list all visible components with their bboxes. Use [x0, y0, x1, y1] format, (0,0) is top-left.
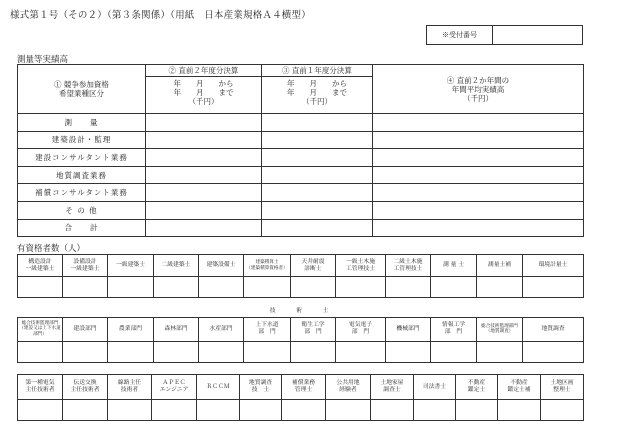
qualification-header	[523, 317, 584, 341]
qualification-label: 鑑定士補	[507, 387, 531, 393]
qualification-label: 主任技術者	[70, 387, 100, 393]
qualification-label: 機械部門	[396, 325, 420, 332]
qualification-header	[63, 375, 108, 400]
count-cell[interactable]	[199, 277, 244, 298]
count-cell[interactable]	[199, 341, 244, 362]
qualification-label: 整理士	[553, 387, 571, 393]
count-cell[interactable]	[414, 400, 456, 421]
qualification-header	[477, 317, 523, 341]
receipt-number-field[interactable]	[492, 26, 582, 44]
qualification-label: （建築積算資格者）	[246, 265, 288, 271]
table-row	[18, 166, 584, 184]
row-label: 建築設計・監理	[18, 131, 146, 149]
qualification-label: 調査士	[383, 387, 401, 393]
qualification-label: 経験者	[339, 387, 357, 393]
qualification-label: 一級土木施	[346, 258, 375, 265]
qualification-header	[240, 375, 282, 400]
qualification-header	[336, 255, 386, 277]
qualification-header	[282, 375, 326, 400]
count-cell[interactable]	[197, 400, 240, 421]
qualification-label: 線路主任	[117, 380, 142, 387]
count-cell[interactable]	[154, 341, 199, 362]
qualification-label: 天井耐震	[301, 258, 325, 265]
value-cell[interactable]	[146, 114, 262, 132]
qualification-label: 補償業務	[291, 380, 316, 387]
row-label: 建設コンサルタント業務	[18, 149, 146, 167]
qualification-header	[386, 255, 431, 277]
qualification-label: ＡＰＥＣ	[162, 380, 186, 387]
value-cell[interactable]	[373, 184, 584, 202]
count-cell[interactable]	[240, 400, 282, 421]
col-header-average: ④ 直前２か年間の 年間平均実績高 （千円）	[373, 65, 584, 114]
qualification-label: 総合技術監理部門	[21, 320, 59, 326]
qualification-header	[197, 375, 240, 400]
qualification-label: 一級建築士	[70, 265, 100, 272]
value-cell[interactable]	[146, 184, 262, 202]
qualification-label: 一級建築士	[116, 262, 145, 269]
table-row	[18, 149, 584, 167]
qualification-label: 管理士	[294, 387, 313, 393]
qualification-label: 水産部門	[209, 325, 233, 332]
qualification-label: 二級土木施	[393, 258, 423, 265]
count-cell[interactable]	[108, 400, 152, 421]
qualification-header	[154, 255, 199, 277]
count-cell[interactable]	[336, 277, 386, 298]
qualification-label: 地質調査	[541, 325, 565, 332]
value-cell[interactable]	[146, 166, 262, 184]
qualification-header	[108, 375, 152, 400]
qualification-label: （地質調査）	[485, 329, 514, 334]
row-label: 合 計	[18, 219, 146, 237]
qualification-header	[63, 255, 108, 277]
qualification-header	[541, 375, 584, 400]
row-label: 補償コンサルタント業務	[18, 184, 146, 202]
qualification-label: 司法書士	[422, 383, 447, 390]
qualification-label: 二級建築士	[161, 262, 191, 269]
value-cell[interactable]	[373, 166, 584, 184]
qualification-header	[63, 317, 108, 341]
qualification-label: 上下水道	[255, 322, 279, 329]
qualification-label: 技 士	[251, 387, 270, 393]
section-title-qualified: 有資格者数（人）	[17, 244, 86, 254]
table-row	[18, 131, 584, 149]
count-cell[interactable]	[108, 341, 154, 362]
qualification-header	[108, 255, 154, 277]
qualification-label: 情報工学	[441, 322, 466, 329]
row-label: 測 量	[18, 114, 146, 132]
row-label: 地質調査業務	[18, 166, 146, 184]
qualification-label: 森林部門	[164, 325, 188, 332]
qualified-table-architecture	[17, 254, 584, 298]
qualification-header	[154, 317, 199, 341]
qualification-label: 建築積算士	[255, 260, 279, 265]
col-header-1year: ③ 直前１年度分決算 年 月 から 年 月 まで （千円）	[262, 65, 373, 114]
section-title-results: 測量等実績高	[17, 55, 69, 65]
qualified-table-engineers	[17, 307, 584, 363]
table-row	[18, 219, 584, 237]
qualification-label: 第一種電気	[25, 380, 55, 387]
qualification-header	[498, 375, 541, 400]
qualification-label: 環境計量士	[538, 262, 568, 269]
col-header-category: ① 競争参加資格 希望業種区分	[18, 65, 146, 114]
count-cell[interactable]	[456, 400, 498, 421]
qualification-label: 測量士補	[487, 262, 512, 269]
count-cell[interactable]	[18, 341, 63, 362]
qualification-label: 一級建築士	[25, 265, 55, 272]
table-row	[18, 184, 584, 202]
value-cell[interactable]	[262, 201, 373, 219]
qualification-label: 土地区画	[550, 380, 574, 387]
count-cell[interactable]	[386, 277, 431, 298]
count-cell[interactable]	[244, 277, 291, 298]
value-cell[interactable]	[146, 219, 262, 237]
count-cell[interactable]	[477, 341, 523, 362]
count-cell[interactable]	[498, 400, 541, 421]
qualification-label: 農業部門	[118, 325, 143, 332]
qualification-header	[18, 375, 63, 400]
qualification-label: 部 門	[444, 329, 463, 335]
count-cell[interactable]	[291, 277, 336, 298]
qualification-header	[431, 317, 477, 341]
receipt-number-label: ※受付番号	[427, 26, 493, 44]
qualification-label: 構造設計	[28, 258, 52, 265]
qualification-header	[371, 375, 414, 400]
qualification-label: 部 門	[304, 329, 322, 335]
col-header-2years: ② 直前２年度分決算 年 月 から 年 月 まで （千円）	[146, 65, 262, 114]
qualification-label: 伝送交換	[73, 380, 97, 387]
count-cell[interactable]	[154, 277, 199, 298]
qualification-label: 設備設計	[73, 258, 97, 265]
qualification-header	[244, 255, 291, 277]
qualification-label: 主任技術者	[25, 387, 55, 393]
table-row	[18, 201, 584, 219]
qualification-label: ＲＣＣＭ	[206, 383, 230, 390]
count-cell[interactable]	[431, 277, 477, 298]
qualification-label: 部 門	[258, 329, 276, 335]
row-label: そ の 他	[18, 201, 146, 219]
value-cell[interactable]	[373, 131, 584, 149]
qualification-header	[108, 317, 154, 341]
count-cell[interactable]	[244, 341, 291, 362]
qualification-header	[18, 317, 63, 341]
count-cell[interactable]	[108, 277, 154, 298]
value-cell[interactable]	[262, 219, 373, 237]
count-cell[interactable]	[152, 400, 197, 421]
qualification-header	[456, 375, 498, 400]
qualification-label: 診断士	[304, 265, 322, 272]
value-cell[interactable]	[373, 201, 584, 219]
count-cell[interactable]	[63, 277, 108, 298]
qualification-label: 総合技術監理部門	[481, 323, 518, 329]
count-cell[interactable]	[18, 277, 63, 298]
form-header: 様式第１号（その２）（第３条関係）（用紙 日本産業規格Ａ４横型）	[10, 10, 311, 21]
qualification-header	[523, 255, 584, 277]
qualification-label: 不動産	[510, 380, 528, 387]
qualification-label: 地質調査	[248, 380, 273, 387]
value-cell[interactable]	[262, 131, 373, 149]
value-cell[interactable]	[262, 114, 373, 132]
qualification-header	[431, 255, 477, 277]
qualification-header	[386, 317, 431, 341]
qualification-header	[244, 317, 291, 341]
qualification-label: 工管理技士	[393, 265, 423, 272]
count-cell[interactable]	[326, 400, 371, 421]
value-cell[interactable]	[262, 184, 373, 202]
qualification-label: （建設又は上下水道部門）	[19, 326, 61, 337]
qualification-label: 建築設備士	[206, 262, 236, 269]
qualification-header	[326, 375, 371, 400]
qualification-header	[199, 255, 244, 277]
value-cell[interactable]	[373, 219, 584, 237]
count-cell[interactable]	[291, 341, 336, 362]
count-cell[interactable]	[63, 341, 108, 362]
qualification-label: 土地家屋	[380, 380, 404, 387]
qualification-label: 電気電子	[348, 322, 373, 329]
value-cell[interactable]	[146, 149, 262, 167]
count-cell[interactable]	[523, 341, 584, 362]
receipt-number-box	[426, 25, 583, 45]
count-cell[interactable]	[18, 400, 63, 421]
value-cell[interactable]	[262, 166, 373, 184]
qualification-header	[336, 317, 386, 341]
qualification-label: 部 門	[351, 329, 370, 335]
qualification-label: 不動産	[467, 380, 486, 387]
count-cell[interactable]	[386, 341, 431, 362]
qualification-label: エンジニア	[159, 387, 189, 393]
qualification-header	[477, 255, 523, 277]
qualification-label: 公共用地	[336, 380, 360, 387]
value-cell[interactable]	[146, 201, 262, 219]
count-cell[interactable]	[63, 400, 108, 421]
qualification-label: 工管理技士	[346, 265, 375, 272]
qualification-header	[199, 317, 244, 341]
qualification-header	[414, 375, 456, 400]
results-table	[17, 64, 584, 237]
count-cell[interactable]	[523, 277, 584, 298]
value-cell[interactable]	[373, 114, 584, 132]
count-cell[interactable]	[541, 400, 584, 421]
value-cell[interactable]	[373, 149, 584, 167]
qualification-header	[18, 255, 63, 277]
qualification-header	[291, 317, 336, 341]
count-cell[interactable]	[282, 400, 326, 421]
value-cell[interactable]	[146, 131, 262, 149]
qualified-table-other	[17, 374, 584, 421]
qualification-header	[152, 375, 197, 400]
qualification-label: 衛生工学	[301, 322, 325, 329]
qualification-label: 技術者	[120, 387, 139, 393]
count-cell[interactable]	[371, 400, 414, 421]
qualification-label: 鑑定士	[467, 387, 486, 393]
gijutsushi-header: 技 術 士	[18, 307, 584, 317]
count-cell[interactable]	[336, 341, 386, 362]
qualification-label: 建設部門	[73, 325, 97, 332]
qualification-header	[291, 255, 336, 277]
table-row	[18, 114, 584, 132]
value-cell[interactable]	[262, 149, 373, 167]
qualification-label: 測 量 士	[442, 262, 465, 269]
count-cell[interactable]	[431, 341, 477, 362]
count-cell[interactable]	[477, 277, 523, 298]
